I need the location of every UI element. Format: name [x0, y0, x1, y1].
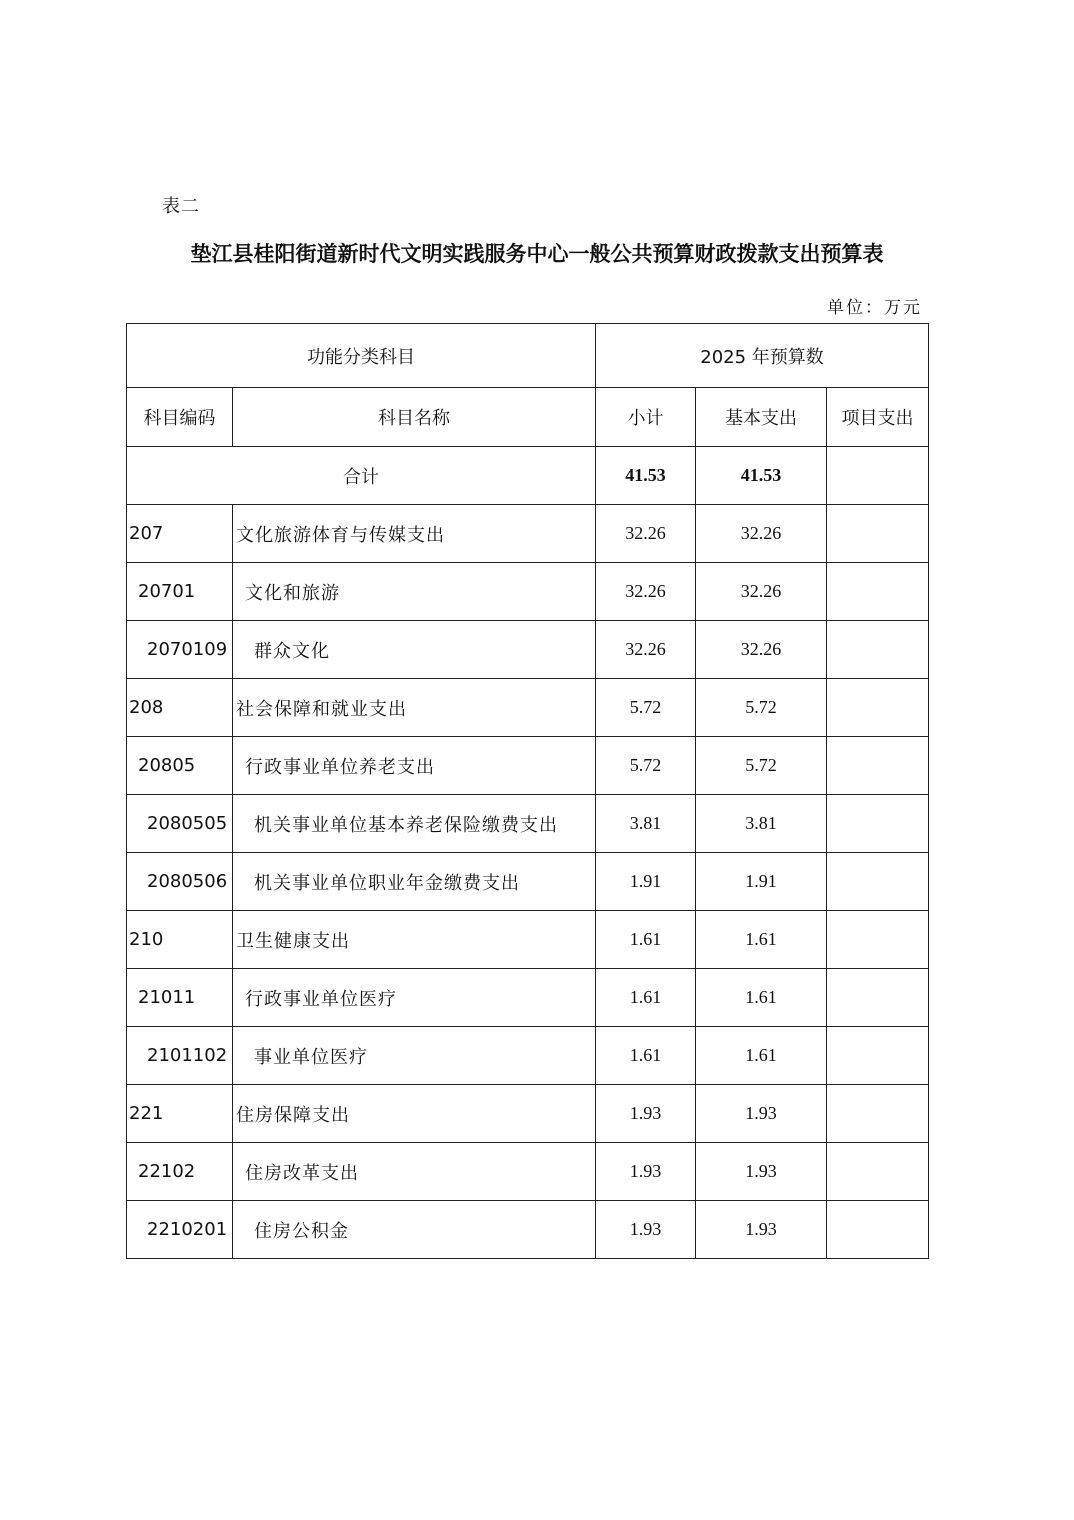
header-row-columns — [127, 388, 929, 447]
row-name: 事业单位医疗 — [233, 1027, 596, 1085]
row-subtotal: 1.93 — [596, 1085, 696, 1143]
budget-table — [126, 323, 929, 1259]
row-name: 机关事业单位基本养老保险缴费支出 — [233, 795, 596, 853]
header-functional-category: 功能分类科目 — [127, 324, 596, 388]
row-code: 210 — [127, 911, 233, 969]
row-code: 20805 — [127, 737, 233, 795]
row-project — [827, 911, 929, 969]
row-project — [827, 853, 929, 911]
table-number-label: 表二 — [162, 196, 200, 217]
row-subtotal: 1.61 — [596, 911, 696, 969]
table-row — [127, 911, 929, 969]
header-project-expenditure: 项目支出 — [827, 388, 929, 447]
row-project — [827, 563, 929, 621]
row-basic: 32.26 — [696, 505, 827, 563]
row-name: 行政事业单位养老支出 — [233, 737, 596, 795]
row-subtotal: 5.72 — [596, 679, 696, 737]
row-project — [827, 1085, 929, 1143]
table-row — [127, 737, 929, 795]
row-name: 社会保障和就业支出 — [233, 679, 596, 737]
row-name: 住房改革支出 — [233, 1143, 596, 1201]
table-row — [127, 679, 929, 737]
row-code: 20701 — [127, 563, 233, 621]
row-name: 住房保障支出 — [233, 1085, 596, 1143]
header-name: 科目名称 — [233, 388, 596, 447]
table-row — [127, 853, 929, 911]
row-project — [827, 1143, 929, 1201]
row-project — [827, 621, 929, 679]
row-name: 行政事业单位医疗 — [233, 969, 596, 1027]
row-project — [827, 969, 929, 1027]
row-basic: 1.61 — [696, 969, 827, 1027]
row-subtotal: 32.26 — [596, 563, 696, 621]
total-row — [127, 447, 929, 505]
page-title: 垫江县桂阳街道新时代文明实践服务中心一般公共预算财政拨款支出预算表 — [190, 241, 884, 266]
table-row — [127, 1085, 929, 1143]
table-row — [127, 1143, 929, 1201]
table-row — [127, 1201, 929, 1259]
row-subtotal: 32.26 — [596, 621, 696, 679]
row-code: 2080506 — [127, 853, 233, 911]
row-project — [827, 737, 929, 795]
row-name: 机关事业单位职业年金缴费支出 — [233, 853, 596, 911]
row-code: 2210201 — [127, 1201, 233, 1259]
row-basic: 1.91 — [696, 853, 827, 911]
header-code: 科目编码 — [127, 388, 233, 447]
header-basic-expenditure: 基本支出 — [696, 388, 827, 447]
row-basic: 1.93 — [696, 1143, 827, 1201]
table-row — [127, 621, 929, 679]
header-row-group — [127, 324, 929, 388]
row-subtotal: 3.81 — [596, 795, 696, 853]
total-project — [827, 447, 929, 505]
row-basic: 1.93 — [696, 1201, 827, 1259]
row-code: 2070109 — [127, 621, 233, 679]
row-subtotal: 32.26 — [596, 505, 696, 563]
row-subtotal: 1.93 — [596, 1201, 696, 1259]
row-name: 文化和旅游 — [233, 563, 596, 621]
header-budget-year: 2025 年预算数 — [596, 324, 929, 388]
row-subtotal: 1.61 — [596, 1027, 696, 1085]
budget-table-body — [127, 324, 929, 1259]
total-basic: 41.53 — [696, 447, 827, 505]
row-project — [827, 1201, 929, 1259]
row-project — [827, 1027, 929, 1085]
row-subtotal: 1.61 — [596, 969, 696, 1027]
unit-label: 单位：万元 — [827, 298, 922, 318]
row-code: 221 — [127, 1085, 233, 1143]
table-row — [127, 505, 929, 563]
row-basic: 32.26 — [696, 563, 827, 621]
row-basic: 1.61 — [696, 1027, 827, 1085]
row-basic: 5.72 — [696, 737, 827, 795]
table-row — [127, 969, 929, 1027]
row-name: 卫生健康支出 — [233, 911, 596, 969]
header-subtotal: 小计 — [596, 388, 696, 447]
row-code: 21011 — [127, 969, 233, 1027]
row-name: 文化旅游体育与传媒支出 — [233, 505, 596, 563]
row-code: 207 — [127, 505, 233, 563]
row-code: 22102 — [127, 1143, 233, 1201]
row-basic: 32.26 — [696, 621, 827, 679]
row-name: 住房公积金 — [233, 1201, 596, 1259]
row-project — [827, 795, 929, 853]
row-basic: 3.81 — [696, 795, 827, 853]
row-subtotal: 1.91 — [596, 853, 696, 911]
table-row — [127, 1027, 929, 1085]
table-row — [127, 795, 929, 853]
row-project — [827, 679, 929, 737]
total-label: 合计 — [127, 447, 596, 505]
row-name: 群众文化 — [233, 621, 596, 679]
total-subtotal: 41.53 — [596, 447, 696, 505]
row-code: 208 — [127, 679, 233, 737]
row-project — [827, 505, 929, 563]
row-code: 2080505 — [127, 795, 233, 853]
row-basic: 5.72 — [696, 679, 827, 737]
row-basic: 1.61 — [696, 911, 827, 969]
row-subtotal: 5.72 — [596, 737, 696, 795]
row-code: 2101102 — [127, 1027, 233, 1085]
table-row — [127, 563, 929, 621]
row-basic: 1.93 — [696, 1085, 827, 1143]
row-subtotal: 1.93 — [596, 1143, 696, 1201]
